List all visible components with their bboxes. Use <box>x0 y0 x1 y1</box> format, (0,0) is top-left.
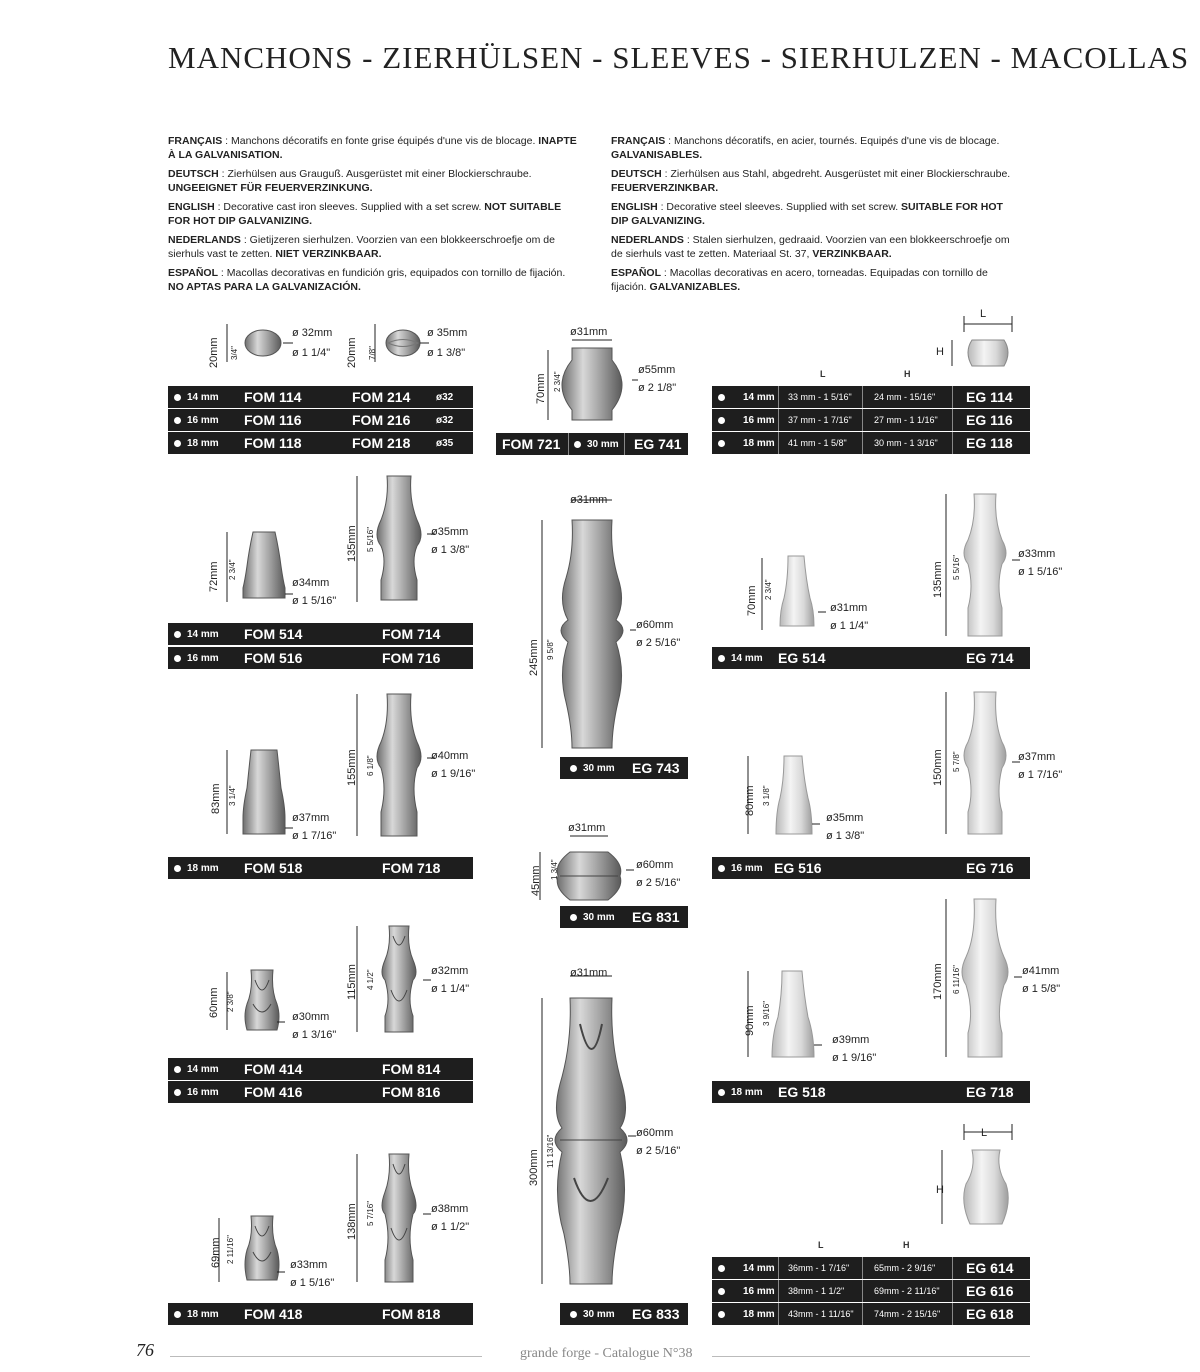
dim-height-in-fom214: 7/8" <box>368 346 377 360</box>
dim-diameter-fom714: ø35mm <box>431 526 469 538</box>
dim-height-eg716: 150mm <box>932 749 944 786</box>
dim-diameter-in-eg714: ø 1 5/16" <box>1018 566 1063 578</box>
product-code: EG 116 <box>966 412 1013 428</box>
product-row <box>712 1280 1030 1302</box>
galvanization-note: UNGEEIGNET FÜR FEUERVERZINKUNG. <box>168 182 373 194</box>
dim-height-eg831: 45mm <box>530 865 542 896</box>
dim-diameter-fom721: ø55mm <box>638 364 676 376</box>
dim-top-diameter-eg743: ø31mm <box>570 494 608 506</box>
divider <box>952 1280 953 1302</box>
language-label: ESPAÑOL <box>611 267 661 279</box>
code-fom51x: FOM 514 <box>244 626 303 642</box>
dim-height-eg516: 80mm <box>744 785 756 816</box>
dim-height-fom514: 72mm <box>208 561 220 592</box>
description-paragraph <box>168 233 578 261</box>
dim-height-in-eg514: 2 3/4" <box>764 579 773 600</box>
dim-H-label-eg614: H <box>936 1184 944 1196</box>
language-label: NEDERLANDS <box>611 234 684 246</box>
dim-diameter-fom814: ø32mm <box>431 965 469 977</box>
language-label: ENGLISH <box>168 201 215 213</box>
dim-diameter-in-fom814: ø 1 1/4" <box>431 983 470 995</box>
screw-size: 14 mm <box>187 628 219 640</box>
divider <box>778 1257 779 1279</box>
height-cell: 24 mm - 15/16" <box>874 392 936 402</box>
length-cell: 43mm - 1 11/16" <box>788 1309 854 1319</box>
divider <box>952 432 953 454</box>
dim-height-in-fom721: 2 3/4" <box>553 371 562 392</box>
dim-height-fom414: 60mm <box>208 987 220 1018</box>
code-eg716: EG 716 <box>966 860 1014 876</box>
length-cell: 36mm - 1 7/16" <box>788 1263 850 1273</box>
footer-line-right <box>712 1356 1030 1357</box>
height-cell: 69mm - 2 11/16" <box>874 1286 940 1296</box>
screw-size-cell <box>174 647 219 669</box>
dim-diameter-fom414: ø30mm <box>292 1011 330 1023</box>
dim-height-fom721: 70mm <box>535 373 547 404</box>
dim-diameter-eg743: ø60mm <box>636 619 674 631</box>
product-row <box>168 386 473 408</box>
description-text: : Gietijzeren sierhulzen. Voorzien van een blokkeerschroefje om de sierhuls vast te zetten. <box>168 234 555 260</box>
dim-diameter-in-eg716: ø 1 7/16" <box>1018 769 1063 781</box>
dim-height-eg714: 135mm <box>932 561 944 598</box>
screw-size-cell <box>174 623 219 645</box>
code-fom81x: FOM 814 <box>382 1061 441 1077</box>
dim-height-fom418: 69mm <box>210 1237 222 1268</box>
divider <box>862 386 863 408</box>
dim-H-label: H <box>936 346 944 358</box>
dim-L-label: L <box>980 308 987 320</box>
product-row-eg514 <box>712 647 1030 669</box>
product-row <box>168 623 473 645</box>
dim-diameter-fom518: ø37mm <box>292 812 330 824</box>
divider <box>952 386 953 408</box>
dim-diameter-in-fom721: ø 2 1/8" <box>638 382 677 394</box>
language-label: DEUTSCH <box>168 168 219 180</box>
description-text: : Macollas decorativas en acero, torneadas. Equipadas con tornillo de fijación. <box>611 267 988 293</box>
divider <box>778 1303 779 1325</box>
divider <box>862 1303 863 1325</box>
screw-size: 16 mm <box>743 1285 775 1297</box>
header-L: L <box>820 369 826 379</box>
product-row <box>712 1303 1030 1325</box>
screw-size-cell <box>174 432 219 454</box>
code-fom818: FOM 818 <box>382 1306 441 1322</box>
divider <box>862 1280 863 1302</box>
code-fom2xx: FOM 214 <box>352 389 411 405</box>
divider <box>952 409 953 431</box>
page-title: MANCHONS - ZIERHÜLSEN - SLEEVES - SIERHULZEN - MACOLLAS <box>168 40 1190 75</box>
galvanization-note: INAPTE À LA GALVANISATION. <box>168 135 577 161</box>
dim-height-in-fom718: 6 1/8" <box>366 755 375 776</box>
diameter-cell: ø35 <box>436 437 454 449</box>
screw-size: 16 mm <box>743 414 775 426</box>
dim-diameter-eg514: ø31mm <box>830 602 868 614</box>
description-paragraph <box>168 134 578 162</box>
product-row-eg743 <box>560 757 688 779</box>
description-text: : Decorative steel sleeves. Supplied with set screw. <box>657 201 902 213</box>
code-fom81x: FOM 816 <box>382 1084 441 1100</box>
divider <box>778 386 779 408</box>
code-fom71x: FOM 714 <box>382 626 441 642</box>
bullet-icon <box>718 1311 725 1318</box>
description-paragraph <box>168 266 578 294</box>
dim-diameter-in-fom818: ø 1 1/2" <box>431 1221 470 1233</box>
dim-height-in-fom714: 5 5/16" <box>366 526 375 552</box>
code-fom51x: FOM 516 <box>244 650 303 666</box>
divider <box>952 1257 953 1279</box>
dim-height-in-fom518: 3 1/4" <box>228 785 237 806</box>
language-label: FRANÇAIS <box>611 135 666 147</box>
language-label: DEUTSCH <box>611 168 662 180</box>
product-row <box>168 647 473 669</box>
code-fom1xx: FOM 116 <box>244 412 302 428</box>
dim-diameter-fom514: ø34mm <box>292 577 330 589</box>
dim-height-eg833: 300mm <box>528 1149 540 1186</box>
dim-height-fom818: 138mm <box>346 1203 358 1240</box>
screw-size: 18 mm <box>187 1308 219 1320</box>
dim-height-in-fom814: 4 1/2" <box>366 969 375 990</box>
language-label: FRANÇAIS <box>168 135 223 147</box>
screw-size: 14 mm <box>731 652 763 664</box>
height-cell: 74mm - 2 15/16" <box>874 1309 941 1319</box>
dim-diameter-in-eg514: ø 1 1/4" <box>830 620 869 632</box>
galvanization-note: GALVANISABLES. <box>611 149 703 161</box>
bullet-icon <box>718 417 725 424</box>
product-code: EG 616 <box>966 1283 1014 1299</box>
bullet-icon <box>718 1265 725 1272</box>
screw-size-cell <box>174 386 219 408</box>
footer-line-left <box>170 1356 482 1357</box>
description-cast-iron <box>168 134 578 299</box>
product-code: EG 618 <box>966 1306 1014 1322</box>
footer-text: grande forge - Catalogue N°38 <box>520 1346 693 1361</box>
divider <box>862 432 863 454</box>
galvanization-note: NO APTAS PARA LA GALVANIZACIÓN. <box>168 281 361 293</box>
dim-diameter-in-fom714: ø 1 3/8" <box>431 544 470 556</box>
bullet-icon <box>174 1089 181 1096</box>
sleeve-eg516-716-drawing <box>740 688 1040 838</box>
language-label: ENGLISH <box>611 201 658 213</box>
dim-height-in-fom818: 5 7/16" <box>366 1200 375 1226</box>
dim-diameter-in-fom414: ø 1 3/16" <box>292 1029 337 1041</box>
screw-size-cell <box>718 1257 775 1279</box>
dim-height-in-fom414: 2 3/8" <box>226 991 235 1012</box>
dim-diameter-eg716: ø37mm <box>1018 751 1056 763</box>
language-label: NEDERLANDS <box>168 234 241 246</box>
dim-top-diameter-eg831: ø31mm <box>568 822 606 834</box>
dim-diameter-fom418: ø33mm <box>290 1259 328 1271</box>
code-eg516: EG 516 <box>774 860 822 876</box>
sleeve-fom518-718-drawing <box>205 688 475 838</box>
screw-size: 30 mm <box>587 438 619 450</box>
dim-diameter-in-eg743: ø 2 5/16" <box>636 637 681 649</box>
language-label: ESPAÑOL <box>168 267 218 279</box>
header-H: H <box>904 369 911 379</box>
dim-diameter-in-eg718: ø 1 5/8" <box>1022 983 1061 995</box>
code-eg833: EG 833 <box>632 1306 680 1322</box>
height-cell: 27 mm - 1 1/16" <box>874 415 938 425</box>
dim-height-in-fom114: 3/4" <box>230 346 239 360</box>
product-row-eg516 <box>712 857 1030 879</box>
dim-top-diameter-eg833: ø31mm <box>570 967 608 979</box>
bullet-icon <box>174 440 181 447</box>
screw-size-cell <box>718 1303 775 1325</box>
dim-L-label-eg614: L <box>981 1127 988 1139</box>
dim-height-in-eg718: 6 11/16" <box>952 965 961 994</box>
product-row-eg518 <box>712 1081 1030 1103</box>
code-fom1xx: FOM 114 <box>244 389 302 405</box>
length-cell: 33 mm - 1 5/16" <box>788 392 852 402</box>
dim-diameter-eg718: ø41mm <box>1022 965 1060 977</box>
dim-diameter-in-eg516: ø 1 3/8" <box>826 830 865 842</box>
code-fom418: FOM 418 <box>244 1306 303 1322</box>
dim-diameter-fom818: ø38mm <box>431 1203 469 1215</box>
dim-height-in-eg516: 3 1/8" <box>762 785 771 806</box>
dim-height-fom214: 20mm <box>346 337 358 368</box>
screw-size-cell <box>174 1081 219 1103</box>
description-paragraph <box>611 233 1021 261</box>
product-row <box>712 1257 1030 1279</box>
divider <box>862 1257 863 1279</box>
code-eg518: EG 518 <box>778 1084 826 1100</box>
dim-diameter-eg714: ø33mm <box>1018 548 1056 560</box>
screw-size: 16 mm <box>187 414 219 426</box>
screw-size: 18 mm <box>731 1086 763 1098</box>
dim-diameter-fom718: ø40mm <box>431 750 469 762</box>
dim-diameter-eg516: ø35mm <box>826 812 864 824</box>
bullet-icon <box>718 1288 725 1295</box>
divider <box>778 1280 779 1302</box>
dim-height-in-eg831: 1 3/4" <box>550 859 559 880</box>
dim-diameter-in-fom418: ø 1 5/16" <box>290 1277 335 1289</box>
dim-height-eg514: 70mm <box>746 585 758 616</box>
dim-height-in-eg714: 5 5/16" <box>952 554 961 580</box>
galvanization-note: FEUERVERZINKBAR. <box>611 182 719 194</box>
code-eg714: EG 714 <box>966 650 1014 666</box>
description-text: : Stalen sierhulzen, gedraaid. Voorzien van een blokkeerschroefje om de sierhuls vast te zetten. Materiaal St. 37, <box>611 234 1010 260</box>
bullet-icon <box>174 631 181 638</box>
description-text: : Zierhülsen aus Grauguß. Ausgerüstet mit einer Blockierschraube. <box>218 168 532 180</box>
sleeve-eg514-714-drawing <box>740 490 1040 640</box>
length-cell: 41 mm - 1 5/8" <box>788 438 847 448</box>
code-eg831: EG 831 <box>632 909 680 925</box>
product-row <box>712 409 1030 431</box>
code-fom2xx: FOM 216 <box>352 412 411 428</box>
description-text: : Manchons décoratifs, en acier, tournés. Equipés d'une vis de blocage. <box>665 135 1000 147</box>
code-eg741: EG 741 <box>634 436 682 452</box>
code-fom518: FOM 518 <box>244 860 303 876</box>
dim-diameter-in-eg518: ø 1 9/16" <box>832 1052 877 1064</box>
screw-size: 18 mm <box>187 437 219 449</box>
screw-size: 16 mm <box>187 1086 219 1098</box>
dim-diameter-in-eg833: ø 2 5/16" <box>636 1145 681 1157</box>
galvanization-note: SUITABLE FOR HOT DIP GALVANIZING. <box>611 201 1003 227</box>
dim-height-in-eg743: 9 5/8" <box>546 639 555 660</box>
code-fom1xx: FOM 118 <box>244 435 302 451</box>
galvanization-note: NOT SUITABLE FOR HOT DIP GALVANIZING. <box>168 201 562 227</box>
divider <box>778 409 779 431</box>
bullet-icon <box>718 394 725 401</box>
divider <box>952 1303 953 1325</box>
description-paragraph <box>168 167 578 195</box>
divider <box>862 409 863 431</box>
product-code: EG 614 <box>966 1260 1014 1276</box>
bullet-icon <box>174 1066 181 1073</box>
description-text: : Decorative cast iron sleeves. Supplied with a set screw. <box>214 201 485 213</box>
description-paragraph <box>611 266 1021 294</box>
dim-height-eg743: 245mm <box>528 639 540 676</box>
divider <box>778 432 779 454</box>
screw-size-cell <box>174 409 219 431</box>
description-paragraph <box>611 134 1021 162</box>
screw-size: 18 mm <box>743 1308 775 1320</box>
description-steel <box>611 134 1021 299</box>
screw-size-cell <box>718 432 775 454</box>
diameter-cell: ø32 <box>436 414 454 426</box>
product-row-fom518 <box>168 857 473 879</box>
code-fom41x: FOM 416 <box>244 1084 303 1100</box>
description-paragraph <box>168 200 578 228</box>
screw-size: 18 mm <box>187 862 219 874</box>
code-fom41x: FOM 414 <box>244 1061 303 1077</box>
code-eg743: EG 743 <box>632 760 680 776</box>
galvanization-note: VERZINKBAAR. <box>812 248 892 260</box>
description-paragraph <box>611 167 1021 195</box>
screw-size: 14 mm <box>187 391 219 403</box>
bullet-icon <box>718 440 725 447</box>
screw-size: 16 mm <box>187 652 219 664</box>
product-row-eg831 <box>560 906 688 928</box>
screw-size-cell <box>174 1058 219 1080</box>
product-row-fom418 <box>168 1303 473 1325</box>
product-code: EG 114 <box>966 389 1013 405</box>
description-text: : Zierhülsen aus Stahl, abgedreht. Ausgerüstet mit einer Blockierschraube. <box>661 168 1011 180</box>
code-fom721: FOM 721 <box>502 436 561 452</box>
dim-height-fom714: 135mm <box>346 525 358 562</box>
dim-diameter-eg833: ø60mm <box>636 1127 674 1139</box>
code-fom2xx: FOM 218 <box>352 435 411 451</box>
description-text: : Manchons décoratifs en fonte grise équipés d'une vis de blocage. <box>222 135 539 147</box>
bullet-icon <box>174 417 181 424</box>
screw-size: 30 mm <box>583 1308 615 1320</box>
screw-size: 14 mm <box>743 1262 775 1274</box>
dim-diameter-in-eg831: ø 2 5/16" <box>636 877 681 889</box>
code-fom71x: FOM 716 <box>382 650 441 666</box>
screw-size-cell <box>718 409 775 431</box>
dim-height-in-eg518: 3 9/16" <box>762 1000 771 1026</box>
dim-height-eg718: 170mm <box>932 963 944 1000</box>
screw-size: 14 mm <box>187 1063 219 1075</box>
bullet-icon <box>174 394 181 401</box>
galvanization-note: NIET VERZINKBAAR. <box>275 248 382 260</box>
sleeve-fom514-714-drawing <box>205 470 475 610</box>
dim-height-in-fom514: 2 3/4" <box>228 559 237 580</box>
length-cell: 38mm - 1 1/2" <box>788 1286 845 1296</box>
dim-height-fom814: 115mm <box>346 964 358 1000</box>
dim-diameter-in-fom114: ø 1 1/4" <box>292 347 331 359</box>
product-row-fom721 <box>496 433 688 455</box>
header-H-eg614: H <box>903 1240 910 1250</box>
product-row <box>712 432 1030 454</box>
product-row <box>168 1081 473 1103</box>
code-eg514: EG 514 <box>778 650 826 666</box>
dim-height-eg518: 90mm <box>744 1005 756 1036</box>
sleeve-eg614-drawing <box>926 1120 1026 1230</box>
dim-height-fom114: 20mm <box>208 337 220 368</box>
galvanization-note: GALVANIZABLES. <box>649 281 741 293</box>
dim-height-fom718: 155mm <box>346 749 358 786</box>
code-eg718: EG 718 <box>966 1084 1014 1100</box>
sleeve-fom418-818-drawing <box>205 1148 475 1288</box>
dim-diameter-eg831: ø60mm <box>636 859 674 871</box>
product-row <box>168 432 473 454</box>
product-code: EG 118 <box>966 435 1013 451</box>
product-row <box>712 386 1030 408</box>
bullet-icon <box>174 655 181 662</box>
product-row <box>168 1058 473 1080</box>
length-cell: 37 mm - 1 7/16" <box>788 415 852 425</box>
dim-diameter-in-fom514: ø 1 5/16" <box>292 595 337 607</box>
description-text: : Macollas decorativas en fundición gris, equipados con tornillo de fijación. <box>217 267 566 279</box>
screw-size: 30 mm <box>583 911 615 923</box>
dim-diameter-fom114: ø 32mm <box>292 327 333 339</box>
dim-diameter-in-fom518: ø 1 7/16" <box>292 830 337 842</box>
dim-diameter-eg518: ø39mm <box>832 1034 870 1046</box>
sleeve-fom414-814-drawing <box>205 920 475 1040</box>
sleeve-eg518-718-drawing <box>740 895 1040 1065</box>
screw-size: 30 mm <box>583 762 615 774</box>
diameter-cell: ø32 <box>436 391 454 403</box>
description-paragraph <box>611 200 1021 228</box>
code-fom718: FOM 718 <box>382 860 441 876</box>
page-number: 76 <box>136 1340 154 1360</box>
height-cell: 30 mm - 1 3/16" <box>874 438 938 448</box>
height-cell: 65mm - 2 9/16" <box>874 1263 936 1273</box>
dim-height-fom518: 83mm <box>210 783 222 814</box>
screw-size: 16 mm <box>731 862 763 874</box>
screw-size: 14 mm <box>743 391 775 403</box>
product-row <box>168 409 473 431</box>
dim-diameter-in-fom214: ø 1 3/8" <box>427 347 466 359</box>
screw-size-cell <box>718 1280 775 1302</box>
screw-size: 18 mm <box>743 437 775 449</box>
header-L-eg614: L <box>818 1240 824 1250</box>
dim-height-in-eg716: 5 7/8" <box>952 751 961 772</box>
dim-height-in-eg833: 11 13/16" <box>546 1134 555 1168</box>
dim-diameter-fom214: ø 35mm <box>427 327 468 339</box>
dim-top-diameter-fom721: ø31mm <box>570 326 608 338</box>
dim-diameter-in-fom718: ø 1 9/16" <box>431 768 476 780</box>
product-row-eg833 <box>560 1303 688 1325</box>
dim-height-in-fom418: 2 11/16" <box>226 1235 235 1264</box>
screw-size-cell <box>718 386 775 408</box>
